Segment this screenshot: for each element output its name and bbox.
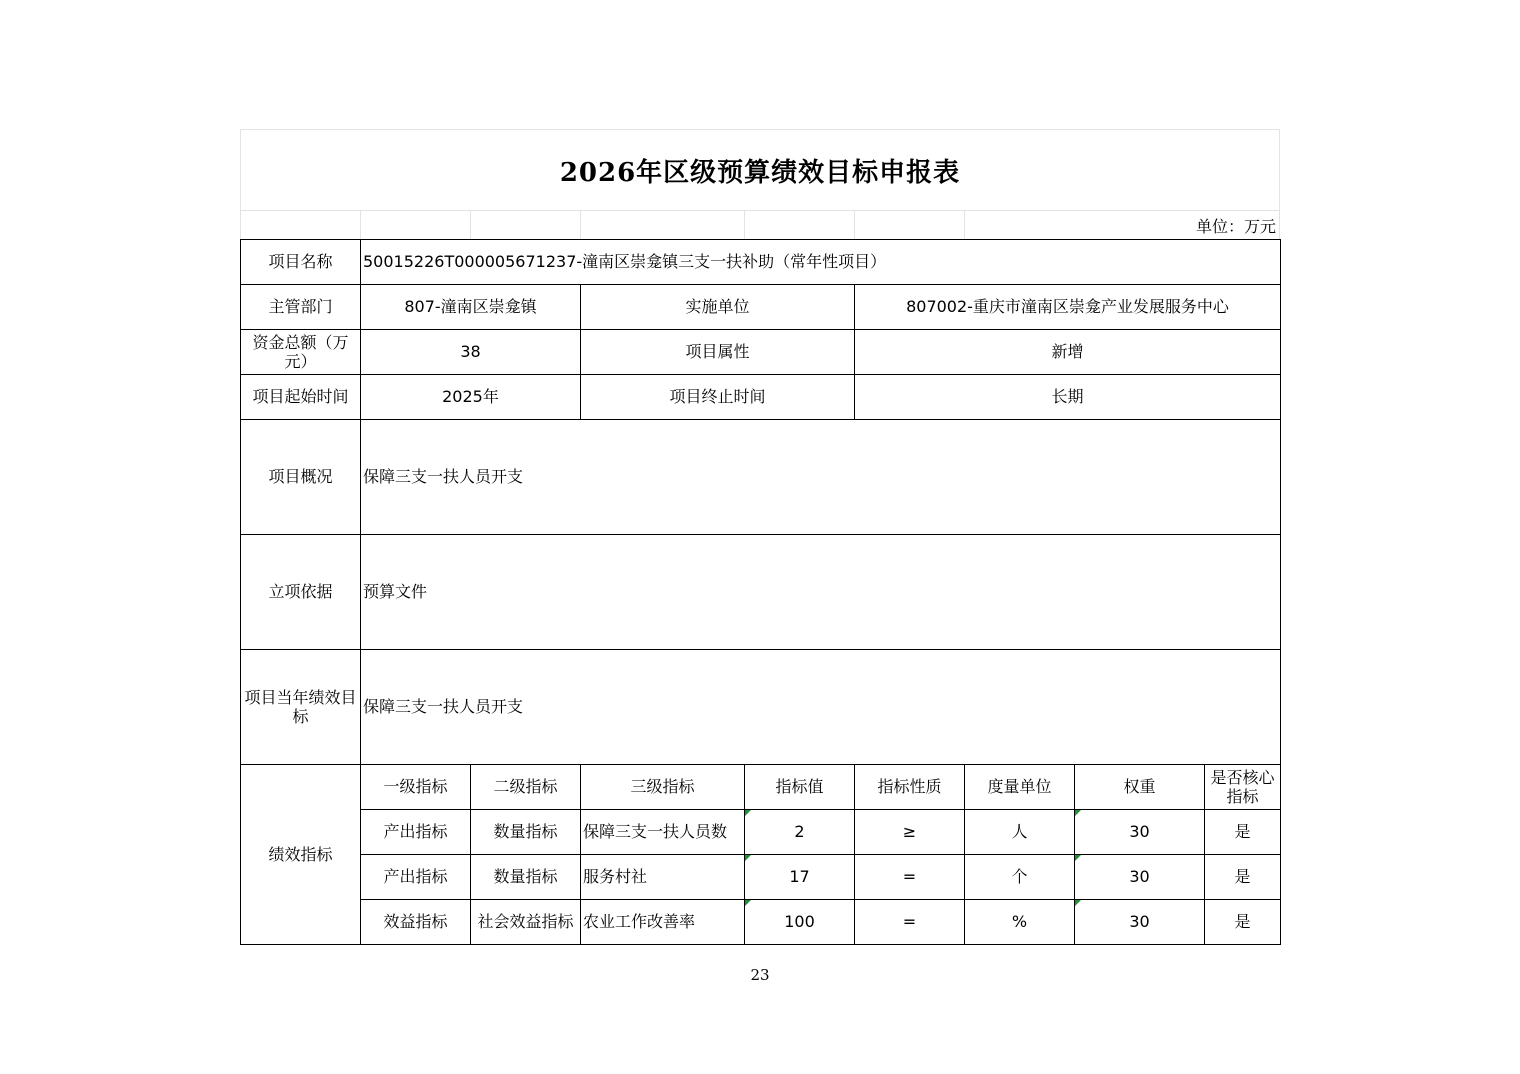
table-row bbox=[241, 855, 1281, 900]
perf-header-value: 指标值 bbox=[745, 765, 855, 810]
perf-l3: 农业工作改善率 bbox=[581, 900, 745, 945]
cell-marker-icon bbox=[1075, 855, 1081, 861]
perf-l2: 数量指标 bbox=[471, 810, 581, 855]
cell-marker-icon bbox=[745, 855, 751, 861]
perf-header-l1: 一级指标 bbox=[361, 765, 471, 810]
row-time bbox=[241, 375, 1281, 420]
perf-unit: 个 bbox=[965, 855, 1075, 900]
perf-value-cell bbox=[745, 855, 855, 900]
perf-weight-cell bbox=[1075, 855, 1205, 900]
perf-core: 是 bbox=[1205, 855, 1281, 900]
perf-l1: 效益指标 bbox=[361, 900, 471, 945]
attr-label: 项目属性 bbox=[581, 330, 855, 375]
report-sheet bbox=[240, 129, 1280, 945]
perf-header-nature: 指标性质 bbox=[855, 765, 965, 810]
perf-weight-cell bbox=[1075, 900, 1205, 945]
perf-l2: 社会效益指标 bbox=[471, 900, 581, 945]
perf-value-cell bbox=[745, 900, 855, 945]
perf-header-l3: 三级指标 bbox=[581, 765, 745, 810]
perf-nature: = bbox=[855, 855, 965, 900]
row-fund bbox=[241, 330, 1281, 375]
project-name-value: 50015226T000005671237-潼南区崇龛镇三支一扶补助（常年性项目） bbox=[361, 240, 1281, 285]
unit-row bbox=[240, 210, 1280, 239]
title-box bbox=[240, 129, 1280, 210]
perf-value: 17 bbox=[789, 867, 810, 886]
perf-value: 2 bbox=[794, 822, 805, 841]
goal-value: 保障三支一扶人员开支 bbox=[361, 650, 1281, 765]
cell-marker-icon bbox=[1075, 900, 1081, 906]
overview-label: 项目概况 bbox=[241, 420, 361, 535]
attr-value: 新增 bbox=[855, 330, 1281, 375]
row-dept bbox=[241, 285, 1281, 330]
perf-core: 是 bbox=[1205, 810, 1281, 855]
row-basis bbox=[241, 535, 1281, 650]
page-number: 23 bbox=[750, 966, 770, 984]
project-name-label: 项目名称 bbox=[241, 240, 361, 285]
perf-value-cell bbox=[745, 810, 855, 855]
perf-unit: 人 bbox=[965, 810, 1075, 855]
perf-header-l2: 二级指标 bbox=[471, 765, 581, 810]
end-label: 项目终止时间 bbox=[581, 375, 855, 420]
table-row bbox=[241, 900, 1281, 945]
perf-header-row bbox=[241, 765, 1281, 810]
dept-label: 主管部门 bbox=[241, 285, 361, 330]
perf-header-core: 是否核心指标 bbox=[1205, 765, 1281, 810]
cell-marker-icon bbox=[1075, 810, 1081, 816]
perf-core: 是 bbox=[1205, 900, 1281, 945]
fund-value: 38 bbox=[361, 330, 581, 375]
fund-label: 资金总额（万元） bbox=[241, 330, 361, 375]
overview-value: 保障三支一扶人员开支 bbox=[361, 420, 1281, 535]
perf-nature: = bbox=[855, 900, 965, 945]
perf-l2: 数量指标 bbox=[471, 855, 581, 900]
perf-weight: 30 bbox=[1129, 867, 1150, 886]
perf-l1: 产出指标 bbox=[361, 810, 471, 855]
perf-header-unit: 度量单位 bbox=[965, 765, 1075, 810]
cell-marker-icon bbox=[745, 810, 751, 816]
basis-label: 立项依据 bbox=[241, 535, 361, 650]
dept-value: 807-潼南区崇龛镇 bbox=[361, 285, 581, 330]
perf-l3: 服务村社 bbox=[581, 855, 745, 900]
perf-value: 100 bbox=[784, 912, 815, 931]
start-label: 项目起始时间 bbox=[241, 375, 361, 420]
perf-l1: 产出指标 bbox=[361, 855, 471, 900]
impl-label: 实施单位 bbox=[581, 285, 855, 330]
start-value: 2025年 bbox=[361, 375, 581, 420]
perf-weight: 30 bbox=[1129, 912, 1150, 931]
perf-nature: ≥ bbox=[855, 810, 965, 855]
perf-weight: 30 bbox=[1129, 822, 1150, 841]
unit-label: 单位：万元 bbox=[1195, 217, 1276, 236]
cell-marker-icon bbox=[745, 900, 751, 906]
row-goal bbox=[241, 650, 1281, 765]
row-overview bbox=[241, 420, 1281, 535]
goal-label: 项目当年绩效目标 bbox=[241, 650, 361, 765]
perf-label: 绩效指标 bbox=[241, 765, 361, 945]
impl-value: 807002-重庆市潼南区崇龛产业发展服务中心 bbox=[855, 285, 1281, 330]
basis-value: 预算文件 bbox=[361, 535, 1281, 650]
page-title: 2026年区级预算绩效目标申报表 bbox=[559, 157, 961, 188]
row-project-name bbox=[241, 240, 1281, 285]
perf-weight-cell bbox=[1075, 810, 1205, 855]
budget-table bbox=[240, 239, 1281, 945]
end-value: 长期 bbox=[855, 375, 1281, 420]
perf-header-weight: 权重 bbox=[1075, 765, 1205, 810]
perf-l3: 保障三支一扶人员数 bbox=[581, 810, 745, 855]
perf-unit: % bbox=[965, 900, 1075, 945]
table-row bbox=[241, 810, 1281, 855]
